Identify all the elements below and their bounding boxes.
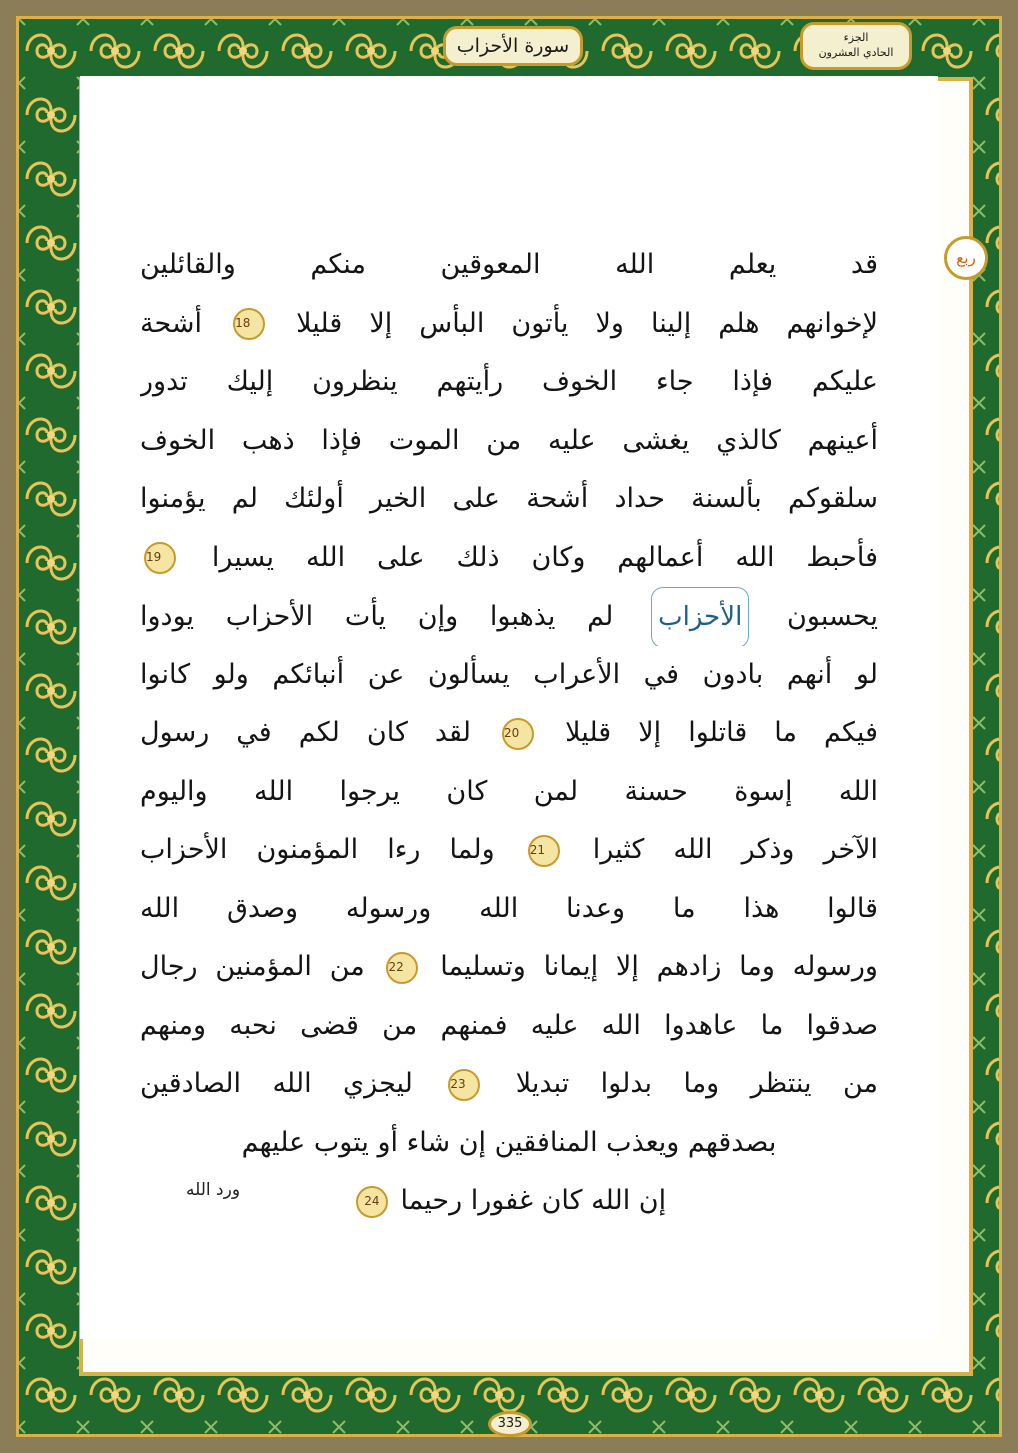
- verse-line-15: [140, 1055, 878, 1114]
- verse-text: قد يعلم الله المعوقين منكم والقائلين: [140, 249, 878, 280]
- verse-text: سلقوكم بألسنة حداد أشحة على الخير أولئك لم يؤمنوا: [140, 483, 878, 514]
- ayah-number-marker: 22: [386, 952, 418, 984]
- juz-label: الجزء: [843, 31, 869, 44]
- verse-line-1: [140, 236, 878, 295]
- verse-line-16: [140, 1114, 878, 1173]
- verse-line-14: [140, 997, 878, 1056]
- ayah-number-marker: 20: [502, 718, 534, 750]
- ayah-number-marker: 24: [356, 1186, 388, 1218]
- verse-line-12: [140, 880, 878, 939]
- surah-name-cartouche: [443, 26, 583, 66]
- verse-line-6: [140, 529, 878, 588]
- ayah-number-marker: 21: [528, 835, 560, 867]
- verse-text: أعينهم كالذي يغشى عليه من الموت فإذا ذهب الخوف: [140, 424, 878, 456]
- surah-margin-note: الأحزاب: [651, 587, 749, 646]
- verse-text: لو أنهم بادون في الأعراب يسألون عن أنبائكم ولو كانوا: [140, 658, 878, 690]
- verse-line-11: [140, 821, 878, 880]
- ayah-number-marker: 19: [144, 542, 176, 574]
- verse-line-9: [140, 704, 878, 763]
- rub-label: ربع: [956, 249, 976, 267]
- surah-name: سورة الأحزاب: [456, 35, 570, 57]
- verse-line-17: [140, 1172, 878, 1231]
- verse-text: فأحبط الله أعمالهم وكان ذلك على الله يسيرا: [211, 541, 878, 573]
- verse-text: لم يذهبوا وإن يأت الأحزاب يودوا: [140, 601, 614, 632]
- verse-block: [140, 236, 878, 1231]
- verse-text: ولما رءا المؤمنون الأحزاب: [140, 834, 495, 865]
- verse-text: إن الله كان غفورا رحيما: [400, 1185, 667, 1216]
- verse-text: صدقوا ما عاهدوا الله عليه فمنهم من قضى نحبه ومنهم: [140, 1009, 878, 1041]
- verse-text: أشحة: [140, 307, 203, 339]
- verse-text: من ينتظر وما بدلوا تبديلا: [515, 1068, 878, 1099]
- ayah-number-marker: 18: [233, 308, 265, 340]
- verse-line-8: [140, 646, 878, 705]
- ayah-number-marker: 23: [448, 1069, 480, 1101]
- page-number-cartouche: [488, 1411, 532, 1437]
- verse-text: فيكم ما قاتلوا إلا قليلا: [565, 717, 878, 748]
- juz-cartouche: [800, 22, 912, 70]
- verse-text: ورسوله وما زادهم إلا إيمانا وتسليما: [440, 951, 878, 982]
- verse-text: ليجزي الله الصادقين: [140, 1068, 413, 1099]
- verse-text: الله إسوة حسنة لمن كان يرجوا الله واليوم: [140, 775, 878, 807]
- verse-text: لقد كان لكم في رسول: [140, 717, 471, 748]
- verse-text: الآخر وذكر الله كثيرا: [592, 834, 878, 865]
- verse-line-13: [140, 938, 878, 997]
- verse-text: عليكم فإذا جاء الخوف رأيتهم ينظرون إليك تدور: [140, 366, 878, 397]
- verse-text: لإخوانهم هلم إلينا ولا يأتون البأس إلا قليلا: [296, 307, 878, 339]
- verse-line-7: [140, 587, 878, 646]
- verse-line-3: [140, 353, 878, 412]
- page-number: 335: [497, 1416, 523, 1431]
- verse-text: بصدقهم ويعذب المنافقين إن شاء أو يتوب عليهم: [241, 1126, 777, 1158]
- verse-line-10: [140, 763, 878, 822]
- verse-text: قالوا هذا ما وعدنا الله ورسوله وصدق الله: [140, 892, 878, 924]
- calligrapher-signature: ورد الله: [186, 1180, 241, 1200]
- rub-hizb-marker: [944, 236, 988, 280]
- verse-text: من المؤمنين رجال: [140, 951, 365, 982]
- juz-number: الحادي العشرون: [818, 46, 894, 59]
- verse-line-5: [140, 470, 878, 529]
- verse-line-4: [140, 412, 878, 471]
- verse-text: يحسبون: [787, 601, 878, 632]
- verse-line-2: [140, 295, 878, 354]
